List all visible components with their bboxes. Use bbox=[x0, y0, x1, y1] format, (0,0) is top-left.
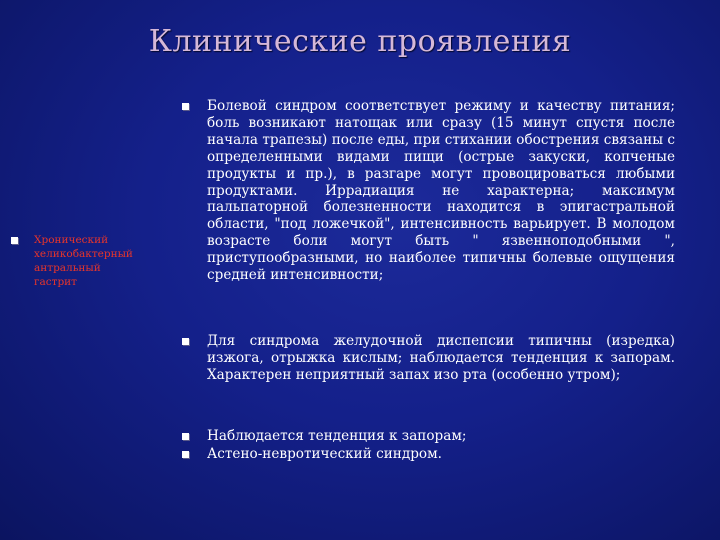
paragraph-asthenic: Астено-невротический синдром. bbox=[207, 446, 443, 462]
square-bullet-icon bbox=[182, 338, 189, 345]
slide-title: Клинические проявления bbox=[148, 24, 572, 59]
paragraph-dyspepsia: Для синдрома желудочной диспепсии типичны (изредка) изжога, отрыжка кислым; наблюдается тенденция к запорам. Характерен неприятный запах изо рта (особенно утром); bbox=[207, 333, 675, 383]
square-bullet-icon bbox=[182, 451, 189, 458]
paragraph-constipation: Наблюдается тенденция к запорам; bbox=[207, 428, 467, 444]
left-topic-label: Хронический хеликобактерный антральный гастрит bbox=[34, 234, 133, 288]
square-bullet-icon bbox=[182, 433, 189, 440]
square-bullet-icon bbox=[11, 237, 18, 244]
paragraph-pain-syndrome: Болевой синдром соответствует режиму и качеству питания; боль возникают натощак или сразу (15 минут спустя после начала трапезы) после еды, при стихании обострения связаны с определенными видами пищи (острые закуски, копченые продукты и пр.), в разгаре могут провоцироваться любыми продуктами. Иррадиация не характерна; максимум пальпаторной болезненности находится в эпигастральной области, "под ложечкой", интенсивность варьирует. В молодом возрасте боли могут быть " язвенноподобными ", приступообразными, но наиболее типичны болевые ощущения средней интенсивности; bbox=[207, 98, 675, 284]
square-bullet-icon bbox=[182, 103, 189, 110]
